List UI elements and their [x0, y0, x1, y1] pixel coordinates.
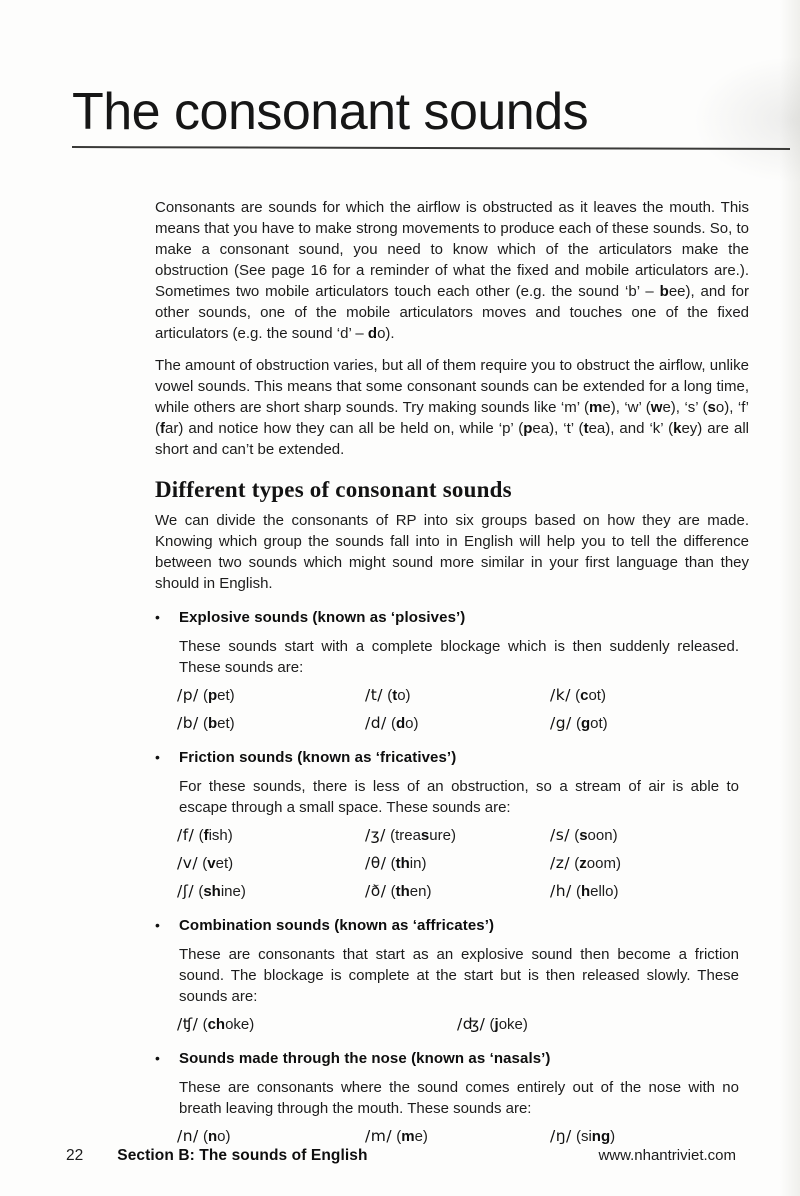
phoneme-entry [550, 685, 749, 706]
group-plosives-description: These sounds start with a complete blockage which is then suddenly released. These sounds are: [179, 638, 739, 676]
example-word: (vet) [198, 855, 234, 872]
phoneme-entry [550, 1126, 749, 1147]
phoneme-symbol: /n/ [177, 1127, 199, 1145]
example-word: (zoom) [570, 855, 621, 872]
phoneme-symbol: /d/ [365, 714, 387, 732]
phoneme-entry [365, 825, 550, 846]
phoneme-symbol: /b/ [177, 714, 199, 732]
bullet-icon: • [155, 917, 160, 933]
footer-url: www.nhantriviet.com [598, 1147, 736, 1164]
bullet-icon: • [155, 749, 160, 765]
page-content [155, 149, 749, 1147]
phoneme-symbol: /θ/ [365, 854, 387, 872]
example-word: (then) [386, 883, 432, 900]
phoneme-entry [365, 1126, 550, 1147]
intro-paragraph-1: Consonants are sounds for which the airflow is obstructed as it leaves the mouth. This means that you have to make strong movements to produce each of these sounds. So, to make a consonant sound, you need to know which of the articulators make the obstruction (See page 16 for a reminder of what the fixed and mobile articulators are.). Sometimes two mobile articulators touch each other (e.g. the sound ‘b’ – bee), and for other sounds, one of the mobile articulators moves and touches one of the fixed articulators (e.g. the sound ‘d’ – do). [155, 199, 749, 342]
phoneme-entry [177, 1014, 457, 1035]
phoneme-entry [550, 825, 749, 846]
intro-paragraph-2: The amount of obstruction varies, but all of them require you to obstruct the airflow, unlike vowel sounds. This means that some consonant sounds can be extended for a long time, while others are short sharp sounds. Try making sounds like ‘m’ (me), ‘w’ (we), ‘s’ (so), ‘f’ (far) and notice how they can all be held on, while ‘p’ (pea), ‘t’ (tea), and ‘k’ (key) are all short and can’t be extended. [155, 357, 750, 458]
phoneme-symbol: /m/ [365, 1127, 393, 1145]
phoneme-symbol: /f/ [177, 826, 195, 844]
phoneme-entry [550, 713, 749, 734]
phoneme-symbol: /ʃ/ [177, 882, 195, 900]
phoneme-symbol: /v/ [177, 854, 199, 872]
phoneme-entry [365, 881, 550, 902]
phoneme-entry [365, 713, 550, 734]
group-affricates [155, 915, 749, 1035]
phoneme-symbol: /p/ [177, 686, 199, 704]
group-affricates-description: These are consonants that start as an explosive sound then become a friction sound. The blockage is complete at the start but is then released slowly. These sounds are: [179, 946, 739, 1005]
group-fricatives [155, 747, 749, 902]
group-fricatives-description: For these sounds, there is less of an obstruction, so a stream of air is able to escape through a small space. These sounds are: [179, 778, 739, 816]
group-fricatives-heading [155, 747, 749, 768]
phoneme-entry [457, 1014, 749, 1035]
group-nasals-description: These are consonants where the sound comes entirely out of the nose with no breath leaving through the mouth. These sounds are: [179, 1079, 739, 1117]
page-title: The consonant sounds [72, 83, 589, 141]
phoneme-symbol: /ð/ [365, 882, 387, 900]
phoneme-symbol: /ʒ/ [365, 826, 386, 844]
bullet-icon: • [155, 609, 160, 625]
group-affricates-title: Combination sounds (known as ‘affricates’) [179, 917, 495, 934]
bullet-icon: • [155, 1050, 160, 1066]
example-word: (shine) [194, 883, 246, 900]
group-fricatives-title: Friction sounds (known as ‘fricatives’) [179, 749, 457, 766]
example-word: (treasure) [385, 827, 456, 844]
group-nasals [155, 1048, 749, 1147]
phoneme-grid-nasals [177, 1126, 749, 1147]
example-word: (no) [198, 1128, 231, 1145]
title-block [72, 83, 790, 149]
phoneme-entry [177, 685, 365, 706]
page-number: 22 [66, 1147, 84, 1164]
phoneme-symbol: /g/ [550, 714, 572, 732]
example-word: (do) [386, 715, 419, 732]
example-word: (hello) [571, 883, 619, 900]
example-word: (joke) [485, 1016, 528, 1033]
example-word: (sing) [571, 1128, 616, 1145]
phoneme-entry [177, 713, 365, 734]
page-footer [0, 1147, 800, 1196]
group-affricates-heading [155, 915, 749, 936]
example-word: (fish) [194, 827, 233, 844]
group-nasals-title: Sounds made through the nose (known as ‘nasals’) [179, 1050, 551, 1067]
footer-section-label: Section B: The sounds of English [117, 1147, 368, 1164]
example-word: (cot) [570, 687, 606, 704]
phoneme-entry [365, 853, 550, 874]
example-word: (me) [392, 1128, 428, 1145]
example-word: (soon) [570, 827, 618, 844]
phoneme-symbol: /h/ [550, 882, 572, 900]
example-word: (pet) [198, 687, 235, 704]
phoneme-symbol: /ŋ/ [550, 1127, 572, 1145]
example-word: (thin) [386, 855, 427, 872]
group-plosives-heading [155, 607, 749, 628]
group-plosives [155, 607, 749, 734]
phoneme-entry [177, 1126, 365, 1147]
example-word: (choke) [198, 1016, 255, 1033]
phoneme-symbol: /z/ [550, 854, 571, 872]
phoneme-symbol: /t/ [365, 686, 384, 704]
example-word: (to) [383, 687, 411, 704]
phoneme-entry [365, 685, 550, 706]
types-heading: Different types of consonant sounds [155, 477, 512, 502]
phoneme-grid-fricatives [177, 825, 749, 902]
phoneme-grid-plosives [177, 685, 749, 734]
example-word: (got) [571, 715, 608, 732]
phoneme-symbol: /ʧ/ [177, 1015, 199, 1033]
phoneme-entry [550, 881, 749, 902]
phoneme-symbol: /s/ [550, 826, 571, 844]
phoneme-entry [177, 853, 365, 874]
phoneme-symbol: /ʤ/ [457, 1015, 486, 1033]
phoneme-entry [177, 881, 365, 902]
types-intro-paragraph: We can divide the consonants of RP into six groups based on how they are made. Knowing which group the sounds fall into in English will help you to tell the difference between two sounds which might sound more similar in your first language than they should in English. [155, 512, 749, 592]
phoneme-symbol: /k/ [550, 686, 571, 704]
phoneme-entry [550, 853, 749, 874]
group-nasals-heading [155, 1048, 749, 1069]
group-plosives-title: Explosive sounds (known as ‘plosives’) [179, 609, 466, 626]
phoneme-grid-affricates [177, 1014, 749, 1035]
example-word: (bet) [198, 715, 235, 732]
phoneme-entry [177, 825, 365, 846]
